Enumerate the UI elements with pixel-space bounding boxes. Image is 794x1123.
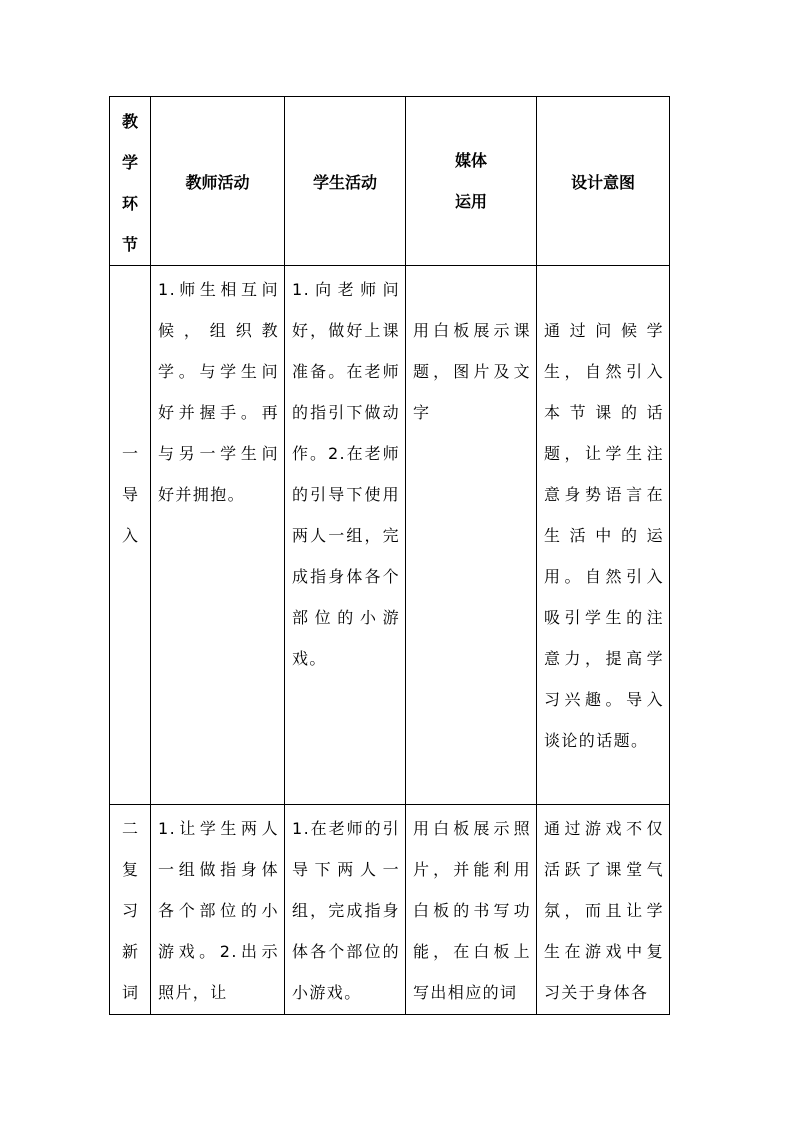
header-stage-char: 环 xyxy=(121,194,138,213)
teacher-activity-cell: 1.让学生两人一组做指身体各个部位的小游戏。2.出示照片，让 xyxy=(151,805,285,1015)
intent-cell: 通过游戏不仅活跃了课堂气氛，而且让学生在游戏中复习关于身体各 xyxy=(537,805,670,1015)
stage-line xyxy=(110,392,150,433)
header-teacher: 教师活动 xyxy=(151,97,285,266)
stage-cell xyxy=(110,266,151,805)
stage-line: 一 xyxy=(121,444,138,463)
media-cell: 用白板展示课题，图片及文字 xyxy=(406,266,537,805)
header-media-line-1: 媒体 xyxy=(454,151,487,170)
header-media-line-2: 运用 xyxy=(454,192,487,211)
header-stage-label xyxy=(110,101,150,265)
teacher-activity-cell: 1.师生相互问候，组织教学。与学生问好并握手。再与另一学生问好并拥抱。 xyxy=(151,266,285,805)
media-cell: 用白板展示照片，并能利用白板的书写功能，在白板上写出相应的词 xyxy=(406,805,537,1015)
header-stage-char: 学 xyxy=(121,153,138,172)
header-student: 学生活动 xyxy=(285,97,406,266)
stage-line: 导 xyxy=(121,485,138,504)
stage-cell xyxy=(110,805,151,1015)
table-row xyxy=(110,266,670,805)
header-stage xyxy=(110,97,151,266)
stage-line: 习 xyxy=(121,901,138,920)
header-stage-char: 节 xyxy=(121,235,138,254)
stage-line: 复 xyxy=(121,860,138,879)
intent-cell: 通过问候学生，自然引入本节课的话题，让学生注意身势语言在生活中的运用。自然引入吸引学生的注意力，提高学习兴趣。导入谈论的话题。 xyxy=(537,266,670,805)
header-intent: 设计意图 xyxy=(537,97,670,266)
table-row xyxy=(110,805,670,1015)
stage-line: 词 xyxy=(121,983,138,1002)
stage-line: 新 xyxy=(121,942,138,961)
stage-line xyxy=(110,351,150,392)
stage-line xyxy=(110,269,150,310)
stage-line: 二 xyxy=(121,819,138,838)
header-row xyxy=(110,97,670,266)
stage-line: 入 xyxy=(121,526,138,545)
student-activity-cell: 1.向老师问好，做好上课准备。在老师的指引下做动作。2.在老师的引导下使用两人一组，完成指身体各个部位的小游戏。 xyxy=(285,266,406,805)
stage-line xyxy=(110,310,150,351)
student-activity-cell: 1.在老师的引导下两人一组，完成指身体各个部位的小游戏。 xyxy=(285,805,406,1015)
lesson-plan-table xyxy=(109,96,670,1015)
header-media xyxy=(406,97,537,266)
header-stage-char: 教 xyxy=(121,112,138,131)
